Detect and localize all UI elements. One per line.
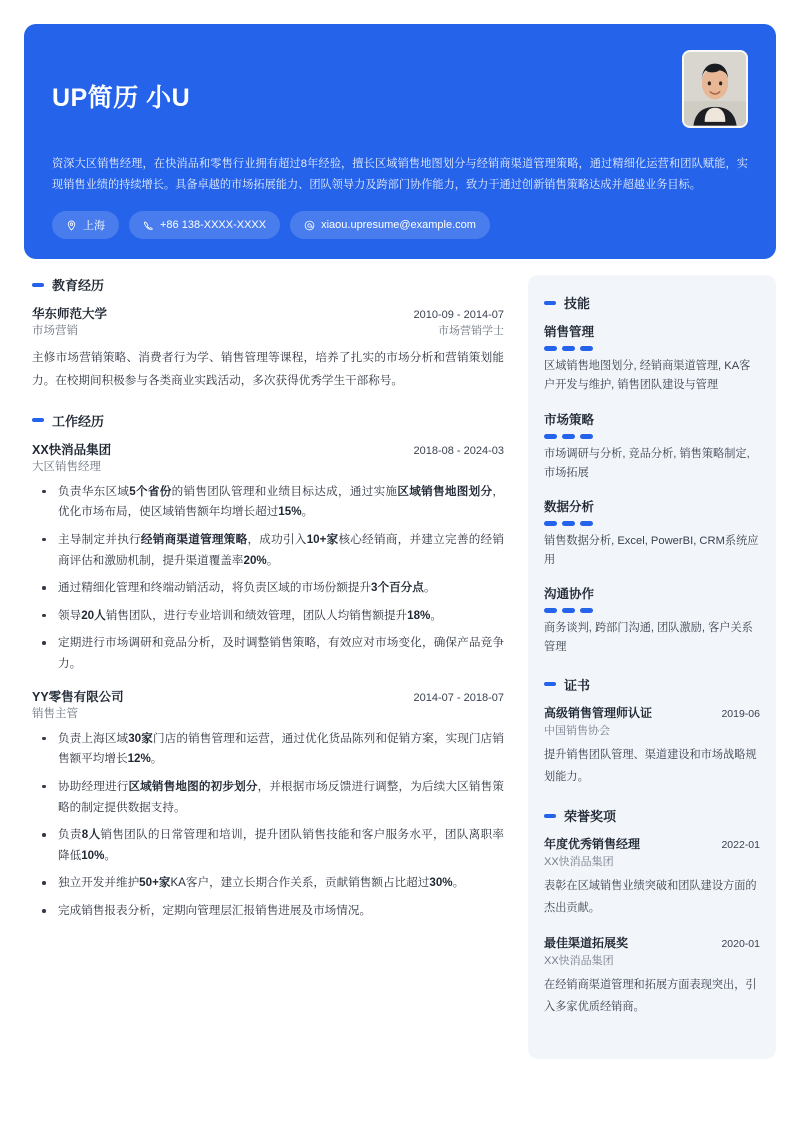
bullet-item: 负责8人销售团队的日常管理和培训，提升团队销售技能和客户服务水平，团队离职率降低10%。 xyxy=(32,825,504,866)
skill-group xyxy=(544,322,760,395)
award-entry xyxy=(544,934,760,1019)
skill-group-items: 市场调研与分析, 竞品分析, 销售策略制定, 市场拓展 xyxy=(544,447,750,479)
skill-level-dash-icon xyxy=(562,346,575,351)
section-skills xyxy=(544,293,760,656)
award-issuer: XX快消品集团 xyxy=(544,856,614,869)
skill-group xyxy=(544,497,760,570)
job-role: 销售主管 xyxy=(32,707,78,720)
certificate-entry xyxy=(544,704,760,789)
major: 市场营销 xyxy=(32,325,78,338)
section-dash-icon xyxy=(32,283,44,287)
section-dash-icon xyxy=(32,418,44,422)
skill-group xyxy=(544,584,760,657)
skill-level-dash-icon xyxy=(544,608,557,613)
contact-chip-location[interactable] xyxy=(52,211,119,239)
skill-group-list xyxy=(544,322,760,656)
bullet-item: 协助经理进行区域销售地图的初步划分，并根据市场反馈进行调整，为后续大区销售策略的制定提供数据支持。 xyxy=(32,777,504,818)
award-issuer: XX快消品集团 xyxy=(544,955,614,968)
experience-entry-header xyxy=(32,687,504,705)
school-name: 华东师范大学 xyxy=(32,307,108,322)
award-date: 2022-01 xyxy=(721,839,760,852)
skill-level-dash-icon xyxy=(580,346,593,351)
skill-level-dash-icon xyxy=(580,521,593,526)
section-title-experience xyxy=(32,411,504,430)
education-entry-header xyxy=(32,304,504,322)
section-dash-icon xyxy=(544,682,556,686)
skill-group-items: 商务谈判, 跨部门沟通, 团队激励, 客户关系管理 xyxy=(544,621,753,653)
section-label: 荣誉奖项 xyxy=(564,809,617,825)
phone-icon xyxy=(143,220,154,231)
section-label: 教育经历 xyxy=(52,278,105,294)
certificate-header xyxy=(544,704,760,721)
award-description: 在经销商渠道管理和拓展方面表现突出，引入多家优质经销商。 xyxy=(544,979,757,1013)
section-experience xyxy=(32,411,504,922)
award-entry xyxy=(544,835,760,920)
job-role: 大区销售经理 xyxy=(32,460,101,473)
experience-entry xyxy=(32,687,504,922)
main-column xyxy=(24,275,510,939)
bullet-item: 定期进行市场调研和竞品分析，及时调整销售策略，有效应对市场变化，确保产品竞争力。 xyxy=(32,633,504,674)
experience-entry-header xyxy=(32,440,504,458)
award-header xyxy=(544,934,760,951)
section-certificates xyxy=(544,675,760,789)
at-email-icon xyxy=(304,220,315,231)
avatar xyxy=(682,50,748,128)
section-education xyxy=(32,275,504,392)
bullet-item: 通过精细化管理和终端动销活动，将负责区域的市场份额提升3个百分点。 xyxy=(32,578,504,599)
section-title-awards xyxy=(544,806,760,825)
experience-date: 2014-07 - 2018-07 xyxy=(413,691,504,704)
sidebar-panel xyxy=(528,275,776,1058)
contact-location-text: 上海 xyxy=(83,220,105,233)
section-label: 技能 xyxy=(564,296,591,312)
education-date: 2010-09 - 2014-07 xyxy=(413,309,504,322)
bullet-item: 完成销售报表分析，定期向管理层汇报销售进展及市场情况。 xyxy=(32,901,504,922)
skill-level-dash-icon xyxy=(562,608,575,613)
certificate-description: 提升销售团队管理、渠道建设和市场战略规划能力。 xyxy=(544,748,757,783)
award-header xyxy=(544,835,760,852)
skill-group-items: 销售数据分析, Excel, PowerBI, CRM系统应用 xyxy=(544,534,759,566)
resume-header-banner xyxy=(24,24,776,259)
bullet-item: 负责华东区域5个省份的销售团队管理和业绩目标达成，通过实施区域销售地图划分，优化市场布局，使区域销售额年均增长超过15%。 xyxy=(32,482,504,523)
skill-level-dash-icon xyxy=(544,346,557,351)
skill-group-name: 销售管理 xyxy=(544,325,595,340)
certificate-issuer: 中国销售协会 xyxy=(544,724,610,737)
skill-group-name: 市场策略 xyxy=(544,412,595,427)
award-date: 2020-01 xyxy=(721,938,760,951)
education-entry xyxy=(32,304,504,392)
section-label: 工作经历 xyxy=(52,413,105,429)
section-dash-icon xyxy=(544,301,556,305)
skill-level-dash-icon xyxy=(562,521,575,526)
skill-group-name: 沟通协作 xyxy=(544,586,595,601)
contact-email-text: xiaou.upresume@example.com xyxy=(321,219,476,232)
bullet-item: 独立开发并维护50+家KA客户，建立长期合作关系，贡献销售额占比超过30%。 xyxy=(32,873,504,894)
award-description: 表彰在区域销售业绩突破和团队建设方面的杰出贡献。 xyxy=(544,880,757,915)
experience-date: 2018-08 - 2024-03 xyxy=(413,444,504,457)
skill-level-indicator xyxy=(544,521,760,526)
certificate-name: 高级销售管理师认证 xyxy=(544,705,653,720)
bullet-item: 主导制定并执行经销商渠道管理策略，成功引入10+家核心经销商，并建立完善的经销商评估和激励机制，提升渠道覆盖率20%。 xyxy=(32,530,504,571)
profile-summary: 资深大区销售经理，在快消品和零售行业拥有超过8年经验，擅长区域销售地图划分与经销商渠道管理策略，通过精细化运营和团队赋能，实现销售业绩的持续增长。具备卓越的市场拓展能力、团队领导力及跨部门协作能力，致力于通过创新销售策略达成并超越业务目标。 xyxy=(52,158,748,191)
header-top-row xyxy=(52,50,748,128)
skill-level-dash-icon xyxy=(580,434,593,439)
skill-level-indicator xyxy=(544,346,760,351)
contact-chip-list xyxy=(52,211,748,239)
experience-bullet-list xyxy=(32,482,504,675)
contact-phone-text: +86 138-XXXX-XXXX xyxy=(160,219,267,232)
section-awards xyxy=(544,806,760,1018)
award-name: 年度优秀销售经理 xyxy=(544,837,641,852)
award-name: 最佳渠道拓展奖 xyxy=(544,936,629,951)
skill-level-dash-icon xyxy=(544,434,557,439)
skill-level-indicator xyxy=(544,434,760,439)
skill-group xyxy=(544,410,760,483)
page-title: UP简历 小U xyxy=(52,84,191,112)
certificate-date: 2019-06 xyxy=(721,707,760,720)
section-title-skills xyxy=(544,293,760,312)
education-entry-subheader xyxy=(32,322,504,338)
section-dash-icon xyxy=(544,814,556,818)
company-name: XX快消品集团 xyxy=(32,442,112,457)
skill-level-dash-icon xyxy=(580,608,593,613)
location-pin-icon xyxy=(66,220,77,231)
skill-level-dash-icon xyxy=(544,521,557,526)
skill-level-dash-icon xyxy=(562,434,575,439)
contact-chip-email[interactable] xyxy=(290,211,490,239)
skill-group-name: 数据分析 xyxy=(544,499,595,514)
section-label: 证书 xyxy=(564,677,591,693)
bullet-item: 领导20人销售团队，进行专业培训和绩效管理，团队人均销售额提升18%。 xyxy=(32,606,504,627)
section-title-certificates xyxy=(544,675,760,694)
contact-chip-phone[interactable] xyxy=(129,211,280,239)
section-title-education xyxy=(32,275,504,294)
education-description: 主修市场营销策略、消费者行为学、销售管理等课程，培养了扎实的市场分析和营销策划能力。在校期间积极参与各类商业实践活动，多次获得优秀学生干部称号。 xyxy=(32,351,504,388)
skill-level-indicator xyxy=(544,608,760,613)
skill-group-items: 区域销售地图划分, 经销商渠道管理, KA客户开发与维护, 销售团队建设与管理 xyxy=(544,360,751,392)
experience-bullet-list xyxy=(32,729,504,922)
company-name: YY零售有限公司 xyxy=(32,689,124,704)
degree: 市场营销学士 xyxy=(438,325,504,338)
resume-body xyxy=(24,275,776,1058)
bullet-item: 负责上海区域30家门店的销售管理和运营，通过优化货品陈列和促销方案，实现门店销售额平均增长12%。 xyxy=(32,729,504,770)
experience-entry xyxy=(32,440,504,675)
